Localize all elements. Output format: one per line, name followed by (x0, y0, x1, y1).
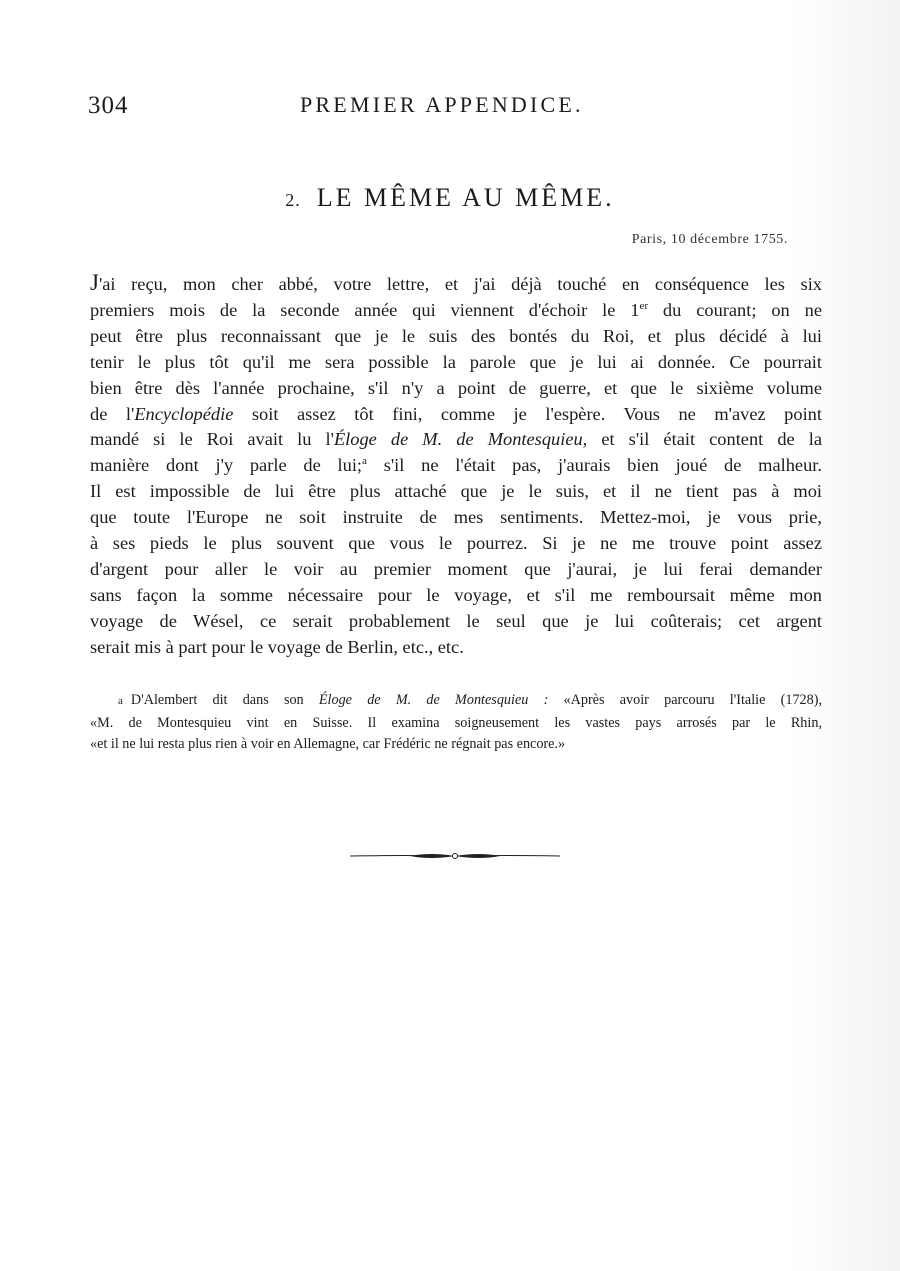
body-line (90, 583, 822, 609)
ornament-rule (350, 846, 560, 866)
body-line-text: bien être dès l'année prochaine, s'il n'y a point de guerre, et que le sixième volume (90, 377, 822, 398)
body-line-text: tenir le plus tôt qu'il me sera possible la parole que je lui ai donnée. Ce pourrait (90, 351, 822, 372)
italic-title: Éloge de M. de Montesquieu, (333, 429, 588, 450)
footnote-marker: a (362, 455, 367, 468)
body-line-text: peut être plus reconnaissant que je le suis des bontés du Roi, et plus décidé à lui (90, 325, 822, 346)
body-line-text: du courant; on ne (648, 299, 822, 320)
footnote-line (90, 713, 822, 735)
body-line (90, 350, 822, 376)
section-number: 2. (285, 190, 301, 210)
body-line-text: soit assez tôt fini, comme je l'espère. Vous ne m'avez point (233, 403, 822, 424)
body-line (90, 609, 822, 635)
italic-title: Encyclopédie (134, 403, 234, 424)
body-line-text: de l' (90, 403, 135, 424)
body-line-text: Il est impossible de lui être plus attaché que je le suis, et il ne tient pas à moi (90, 481, 822, 502)
body-line-text: sans façon la somme nécessaire pour le voyage, et s'il me remboursait même mon (90, 584, 822, 605)
body-line-text: mandé si le Roi avait lu l' (90, 429, 334, 450)
body-line-text: d'argent pour aller le voir au premier moment que j'aurai, je lui ferai demander (90, 558, 822, 579)
footnote (90, 690, 822, 756)
body-line (90, 531, 822, 557)
page-number: 304 (88, 92, 129, 119)
section-title (0, 183, 900, 213)
body-line (90, 427, 822, 453)
body-line-text: que toute l'Europe ne soit instruite de mes sentiments. Mettez-moi, je vous prie, (90, 507, 822, 528)
footnote-line (90, 690, 822, 713)
footnote-line (90, 734, 822, 756)
footnote-italic: Éloge de M. de Montesquieu : (318, 692, 549, 708)
body-line-text: et s'il était content de la (587, 429, 823, 450)
footnote-label: a (118, 695, 123, 707)
body-line (90, 635, 822, 661)
superscript: er (639, 299, 649, 312)
body-line (90, 298, 822, 324)
body-line (90, 270, 822, 298)
footnote-text: «Après avoir parcouru l'Italie (1728), (548, 692, 823, 708)
letter-body (90, 270, 822, 661)
body-line (90, 324, 822, 350)
drop-cap: J (90, 270, 99, 295)
body-line-text: à ses pieds le plus souvent que vous le pourrez. Si je ne me trouve point assez (90, 533, 822, 554)
body-line (90, 453, 822, 479)
footnote-text: D'Alembert dit dans son (130, 692, 319, 708)
body-line-text: 'ai reçu, mon cher abbé, votre lettre, et j'ai déjà touché en conséquence les six (98, 274, 822, 294)
body-line-text: serait mis à part pour le voyage de Berlin, etc., etc. (90, 636, 464, 657)
body-line (90, 479, 822, 505)
body-line (90, 557, 822, 583)
body-line (90, 402, 822, 428)
running-head: PREMIER APPENDICE. (300, 92, 584, 117)
footnote-text: «M. de Montesquieu vint en Suisse. Il examina soigneusement les vastes pays arrosés par le Rhin, (90, 714, 822, 731)
body-line-text: s'il ne l'était pas, j'aurais bien joué de malheur. (366, 455, 822, 476)
body-line (90, 376, 822, 402)
dateline: Paris, 10 décembre 1755. (631, 232, 788, 247)
body-line-text: manière dont j'y parle de lui; (90, 455, 363, 476)
body-line-text: premiers mois de la seconde année qui viennent d'échoir le 1 (90, 299, 640, 320)
section-title-text: LE MÊME AU MÊME. (316, 183, 615, 212)
body-line-text: voyage de Wésel, ce serait probablement le seul que je lui coûterais; cet argent (90, 610, 822, 631)
footnote-text: «et il ne lui resta plus rien à voir en Allemagne, car Frédéric ne régnait pas encore.» (90, 736, 566, 752)
body-line (90, 505, 822, 531)
